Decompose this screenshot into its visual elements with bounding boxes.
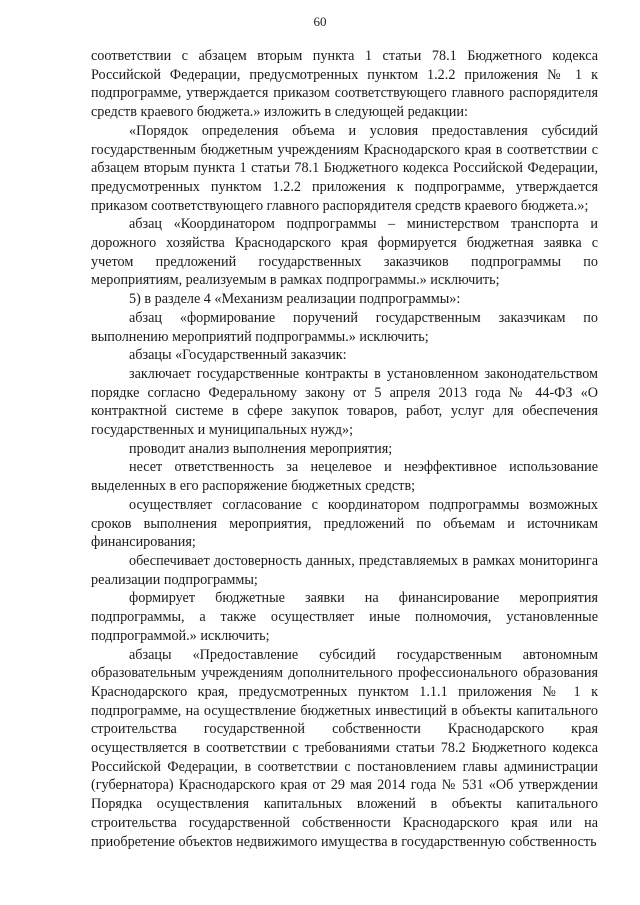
paragraph: абзац «формирование поручений государственным заказчикам по выполнению мероприятий подпрограммы.» исключить; bbox=[91, 309, 598, 345]
paragraph: проводит анализ выполнения мероприятия; bbox=[129, 440, 393, 457]
paragraph: абзац «Координатором подпрограммы – министерством транспорта и дорожного хозяйства Краснодарского края формируется бюджетная заявка с учетом предложений государственных заказчиков подпрограммы по мероприятиям, реализуемым в рамках подпрограммы.» исключить; bbox=[91, 216, 598, 289]
paragraph: соответствии с абзацем вторым пункта 1 статьи 78.1 Бюджетного кодекса Российской Федерации, предусмотренных пунктом 1.2.2 приложения № 1 к подпрограмме, утверждается приказом соответствующего главного распорядителя средств краевого бюджета.» изложить в следующей редакции: bbox=[91, 48, 598, 121]
paragraph: формирует бюджетные заявки на финансирование мероприятия подпрограммы, а также осуществляет иные полномочия, установленные подпрограммой.» исключить; bbox=[91, 590, 598, 644]
paragraph: абзацы «Государственный заказчик: bbox=[129, 347, 347, 364]
paragraph: обеспечивает достоверность данных, представляемых в рамках мониторинга реализации подпрограммы; bbox=[91, 552, 598, 588]
paragraph: осуществляет согласование с координатором подпрограммы возможных сроков выполнения мероприятия, предложений по объемам и источникам финансирования; bbox=[91, 496, 598, 551]
paragraph: абзацы «Предоставление субсидий государственным автономным образовательным учреждениям дополнительного профессионального образования Краснодарского края, предусмотренных пунктом 1.1.1 приложения № 1 к подпрограмме, на осуществление бюджетных инвестиций в объекты капитального строительства государственной собственности Краснодарского края осуществляется в соответствии с требованиями статьи 78.2 Бюджетного кодекса Российской Федерации, в соответствии с постановлением главы администрации (губернатора) Краснодарского края от 29 мая 2014 года № 531 «Об утверждении Порядка осуществления капитальных вложений в объекты капитального строительства государственной собственности Краснодарского края или на приобретение объектов недвижимого имущества в государственную собственность bbox=[91, 646, 598, 850]
document-body bbox=[91, 47, 598, 851]
page-number: 60 bbox=[313, 14, 327, 29]
paragraph: заключает государственные контракты в установленном законодательством порядке согласно Федеральному закону от 5 апреля 2013 года № 44-ФЗ «О контрактной системе в сфере закупок товаров, работ, услуг для обеспечения государственных и муниципальных нужд»; bbox=[91, 365, 598, 439]
paragraph: несет ответственность за нецелевое и неэффективное использование выделенных в его распоряжение бюджетных средств; bbox=[91, 459, 598, 495]
paragraph: «Порядок определения объема и условия предоставления субсидий государственным бюджетным учреждениям Краснодарского края в соответствии с абзацем вторым пункта 1 статьи 78.1 Бюджетного кодекса Российской Федерации, предусмотренных пунктом 1.2.2 приложения к подпрограмме, утверждается приказом соответствующего главного распорядителя средств краевого бюджета.»; bbox=[91, 122, 598, 214]
paragraph: 5) в разделе 4 «Механизм реализации подпрограммы»: bbox=[129, 291, 461, 308]
